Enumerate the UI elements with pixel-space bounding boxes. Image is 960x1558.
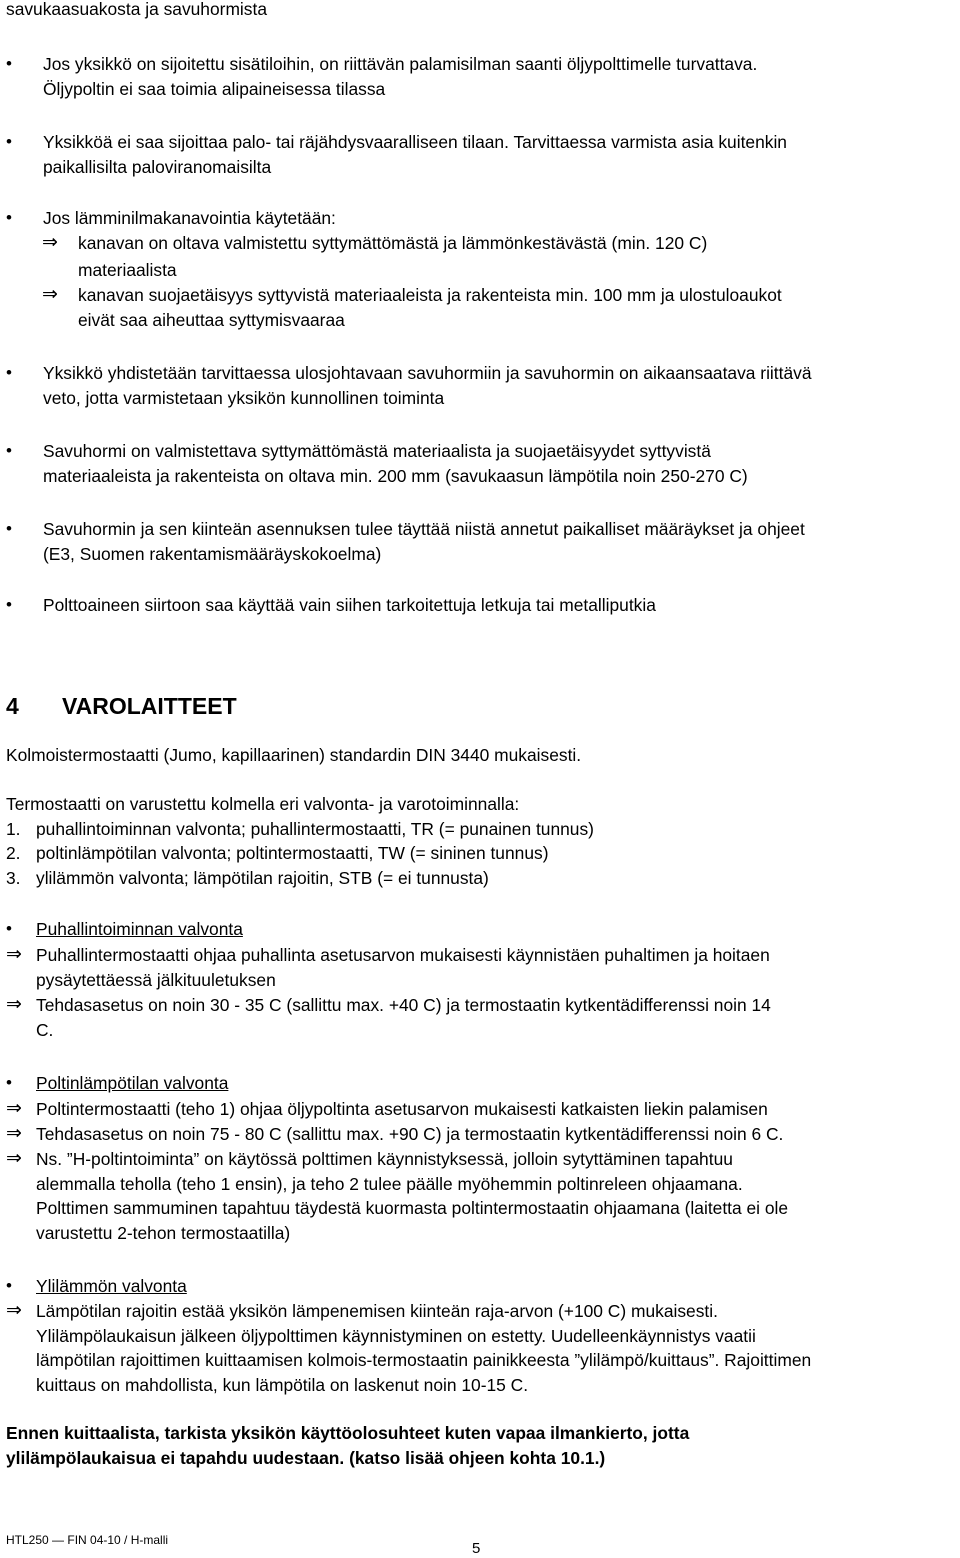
group-item-text: varustettu 2-tehon termostaatilla) [36, 1223, 291, 1243]
bullet-text: (E3, Suomen rakentamismääräyskokoelma) [43, 544, 382, 564]
sub-bullet-text: kanavan suojaetäisyys syttyvistä materiaaleista ja rakenteista min. 100 mm ja ulostuloaukot [78, 285, 782, 305]
bullet-text: Savuhormin ja sen kiinteän asennuksen tulee täyttää niistä annetut paikalliset määräykset ja ohjeet [43, 519, 805, 539]
bullet-text: paikallisilta paloviranomaisilta [43, 157, 272, 177]
group-item-text: Ylilämpölaukaisun jälkeen öljypolttimen käynnistyminen on estetty. Uudelleenkäynnistys vaatii [36, 1326, 756, 1346]
thermostat-intro: Termostaatti on varustettu kolmella eri valvonta- ja varotoiminnalla: [6, 794, 520, 814]
function-text: poltinlämpötilan valvonta; poltintermostaatti, TW (= sininen tunnus) [36, 843, 549, 863]
group-title: Ylilämmön valvonta [36, 1276, 187, 1296]
bullet-icon: • [6, 595, 12, 614]
group-item-text: C. [36, 1020, 54, 1040]
function-number: 1. [6, 819, 21, 839]
group-item-text: Tehdasasetus on noin 30 - 35 C (sallittu max. +40 C) ja termostaatin kytkentädifferenssi noin 14 [36, 995, 771, 1015]
group-item-text: Puhallintermostaatti ohjaa puhallinta asetusarvon mukaisesti käynnistäen puhaltimen ja hoitaen [36, 945, 770, 965]
group-item-text: Poltintermostaatti (teho 1) ohjaa öljypoltinta asetusarvon mukaisesti katkaisten liekin palamisen [36, 1099, 768, 1119]
arrow-icon: ⇒ [6, 1148, 22, 1169]
bullet-text: Öljypoltin ei saa toimia alipaineisessa tilassa [43, 79, 386, 99]
function-text: puhallintoiminnan valvonta; puhallintermostaatti, TR (= punainen tunnus) [36, 819, 594, 839]
bullet-text: Jos yksikkö on sijoitettu sisätiloihin, on riittävän palamisilman saanti öljypolttimelle turvattava. [43, 54, 758, 74]
page-number: 5 [472, 1540, 481, 1557]
section-title: VAROLAITTEET [62, 693, 237, 719]
bullet-icon: • [6, 54, 12, 73]
footer-doc-id: HTL250 — FIN 04-10 / H-malli [6, 1533, 169, 1547]
bullet-icon: • [6, 1276, 12, 1295]
warning-text: ylilämpölaukaisua ei tapahdu uudestaan. (katso lisää ohjeen kohta 10.1.) [6, 1448, 606, 1468]
intro-text: Kolmoistermostaatti (Jumo, kapillaarinen) standardin DIN 3440 mukaisesti. [6, 745, 582, 765]
bullet-icon: • [6, 132, 12, 151]
bullet-text: veto, jotta varmistetaan yksikön kunnollinen toiminta [43, 388, 445, 408]
arrow-icon: ⇒ [6, 1300, 22, 1321]
arrow-icon: ⇒ [42, 284, 58, 305]
bullet-text: Savuhormi on valmistettava syttymättömästä materiaalista ja suojaetäisyydet syttyvistä [43, 441, 711, 461]
arrow-icon: ⇒ [6, 944, 22, 965]
arrow-icon: ⇒ [6, 994, 22, 1015]
group-item-text: lämpötilan rajoittimen kuittaamisen kolmois-termostaatin painikkeesta ”ylilämpö/kuittaus”. Rajoittimen [36, 1350, 812, 1370]
bullet-icon: • [6, 1073, 12, 1092]
group-item-text: Tehdasasetus on noin 75 - 80 C (sallittu max. +90 C) ja termostaatin kytkentädifferenssi noin 6 C. [36, 1124, 784, 1144]
sub-bullet-text: kanavan on oltava valmistettu syttymättömästä ja lämmönkestävästä (min. 120 C) [78, 233, 708, 253]
bullet-icon: • [6, 208, 12, 227]
bullet-icon: • [6, 919, 12, 938]
group-item-text: kuittaus on mahdollista, kun lämpötila on laskenut noin 10-15 C. [36, 1375, 529, 1395]
bullet-icon: • [6, 441, 12, 460]
group-item-text: Lämpötilan rajoitin estää yksikön lämpenemisen kiinteän raja-arvon (+100 C) mukaisesti. [36, 1301, 718, 1321]
group-title: Poltinlämpötilan valvonta [36, 1073, 229, 1093]
group-title: Puhallintoiminnan valvonta [36, 919, 243, 939]
bullet-text: Polttoaineen siirtoon saa käyttää vain siihen tarkoitettuja letkuja tai metalliputkia [43, 595, 656, 615]
group-item-text: pysäytettäessä jälkituuletuksen [36, 970, 276, 990]
section-number: 4 [6, 693, 19, 719]
function-number: 3. [6, 868, 21, 888]
bullet-text: Yksikkö yhdistetään tarvittaessa ulosjohtavaan savuhormiin ja savuhormin on aikaansaatava riittävä [43, 363, 812, 383]
bullet-icon: • [6, 363, 12, 382]
group-item-text: alemmalla teholla (teho 1 ensin), ja teho 2 tulee päälle myöhemmin poltinreleen ohjaamana. [36, 1174, 743, 1194]
arrow-icon: ⇒ [42, 232, 58, 253]
group-item-text: Ns. ”H-poltintoiminta” on käytössä polttimen käynnistyksessä, jolloin sytyttäminen tapahtuu [36, 1149, 733, 1169]
arrow-icon: ⇒ [6, 1098, 22, 1119]
bullet-text: materiaaleista ja rakenteista on oltava min. 200 mm (savukaasun lämpötila noin 250-270 C) [43, 466, 748, 486]
arrow-icon: ⇒ [6, 1123, 22, 1144]
warning-text: Ennen kuittaalista, tarkista yksikön käyttöolosuhteet kuten vapaa ilmankierto, jotta [6, 1423, 690, 1443]
function-number: 2. [6, 843, 21, 863]
group-item-text: Polttimen sammuminen tapahtuu täydestä kuormasta poltintermostaatin ohjaamana (laitetta ei ole [36, 1198, 789, 1218]
bullet-text: Jos lämminilmakanavointia käytetään: [43, 208, 336, 228]
sub-bullet-text: materiaalista [78, 260, 177, 280]
function-text: ylilämmön valvonta; lämpötilan rajoitin, STB (= ei tunnusta) [36, 868, 489, 888]
bullet-icon: • [6, 519, 12, 538]
sub-bullet-text: eivät saa aiheuttaa syttymisvaaraa [78, 310, 345, 330]
bullet-text: Yksikköä ei saa sijoittaa palo- tai räjähdysvaaralliseen tilaan. Tarvittaessa varmista asia kuitenkin [43, 132, 787, 152]
continuation-text: savukaasuakosta ja savuhormista [6, 0, 267, 19]
